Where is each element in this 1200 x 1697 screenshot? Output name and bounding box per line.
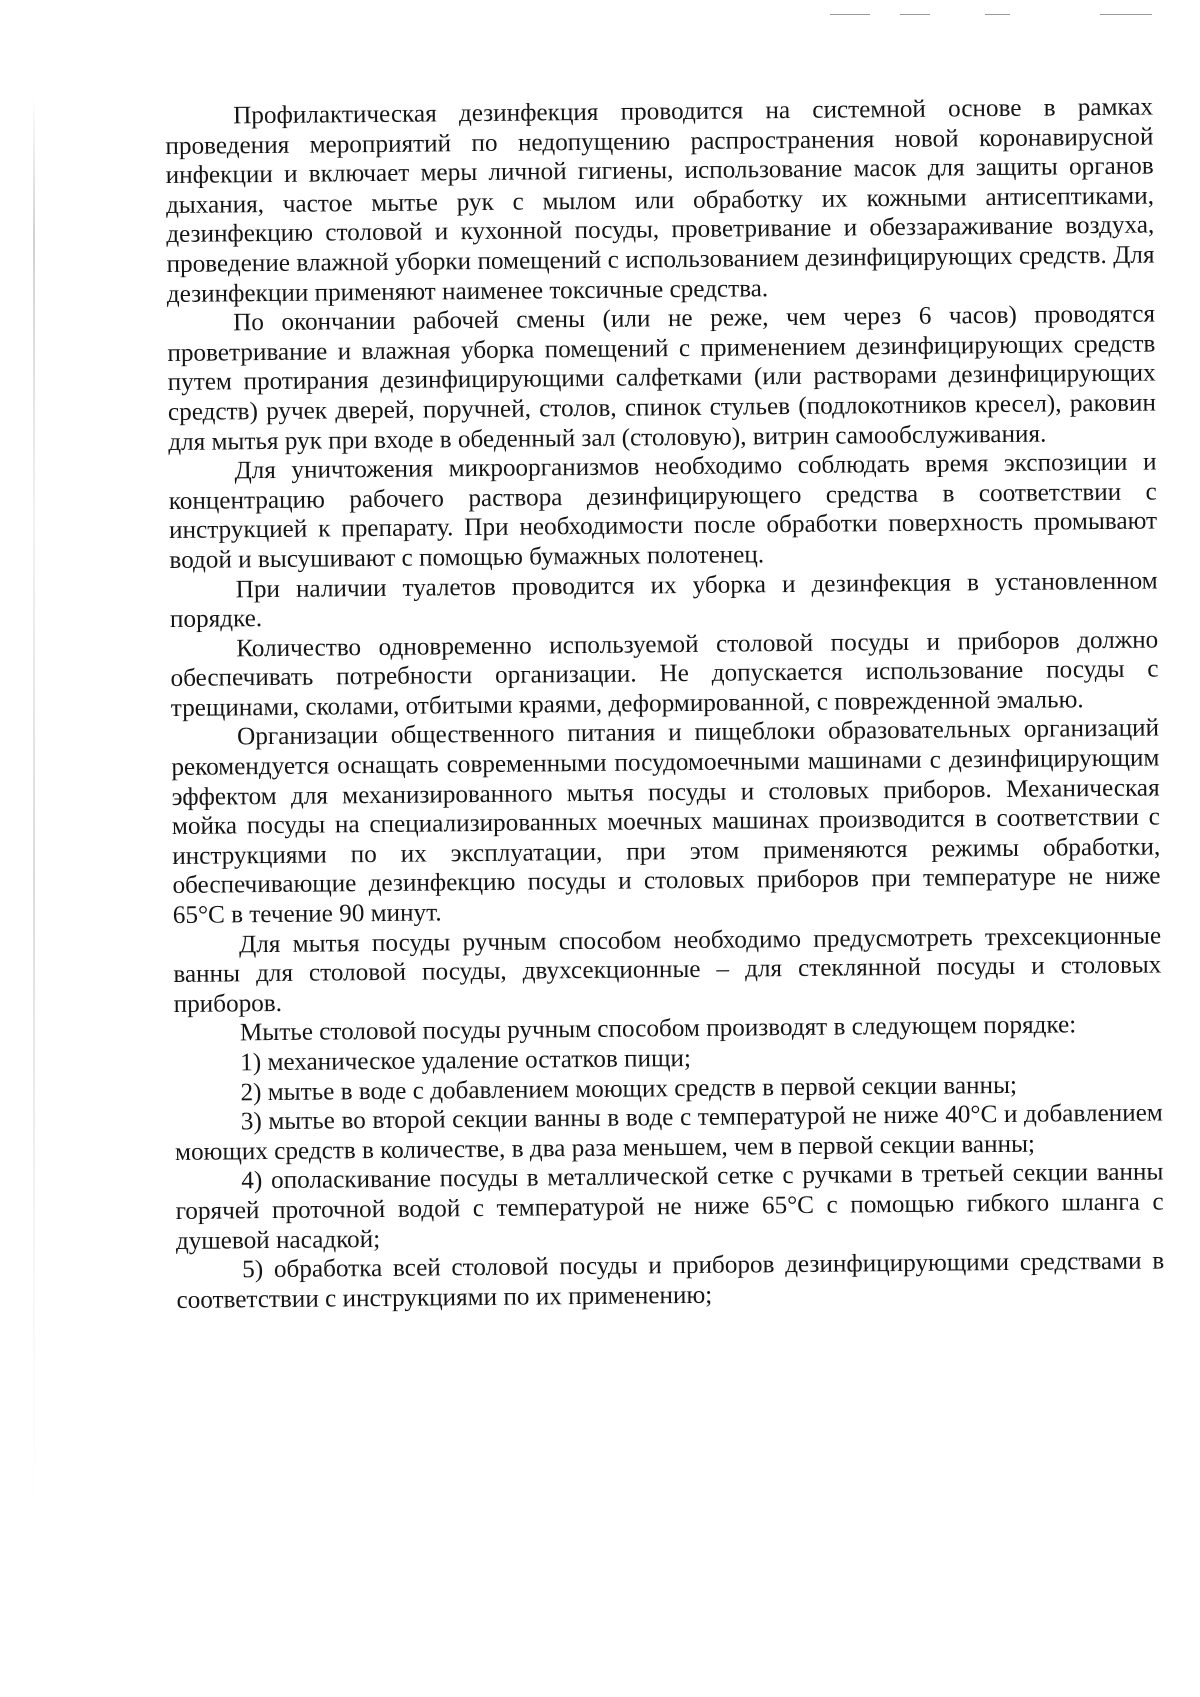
list-item: 3) мытье во второй секции ванны в воде с температурой не ниже 40°С и добавлением моющих средств в количестве, в два раза меньшем, чем в первой секции ванны;: [174, 1099, 1163, 1166]
list-item: 5) обработка всей столовой посуды и приборов дезинфицирующими средствами в соответствии с инструкциями по их применению;: [176, 1247, 1165, 1314]
paragraph-end-of-shift-cleaning: По окончании рабочей смены (или не реже, чем через 6 часов) проводятся проветривание и влажная уборка помещений с применением дезинфицирующих средств путем протирания дезинфицирующими салфетками (или растворами дезинфицирующих средств) ручек дверей, поручней, столов, спинок стульев (подлокотников кресел), раковин для мытья рук при входе в обеденный зал (столовую), витрин самообслуживания.: [167, 300, 1157, 456]
list-item: 1) механическое удаление остатков пищи;: [240, 1044, 692, 1077]
paragraph-dishwashers: Организации общественного питания и пищеблоки образовательных организаций рекомендуется оснащать современными посудомоечными машинами с дезинфицирующим эффектом для механизированного мытья посуды и столовых приборов. Механическая мойка посуды на специализированных моечных машинах производится в соответствии с инструкциями по их эксплуатации, при этом применяются режимы обработки, обеспечивающие дезинфекцию посуды и столовых приборов при температуре не ниже 65°С в течение 90 минут.: [171, 714, 1161, 929]
paragraph-toilets: При наличии туалетов проводится их уборка и дезинфекция в установленном порядке.: [169, 566, 1158, 634]
paragraph-tableware-quantity: Количество одновременно используемой столовой посуды и приборов должно обеспечивать потребности организации. Не допускается использование посуды с трещинами, сколами, отбитыми краями, деформированной, с поврежденной эмалью.: [170, 626, 1159, 722]
list-item: 2) мытье в воде с добавлением моющих средств в первой секции ванны;: [240, 1071, 1018, 1106]
scan-mark: [1100, 14, 1152, 15]
scan-edge-shadow: [33, 95, 35, 1515]
list-item: 4) ополаскивание посуды в металлической сетке с ручками в третьей секции ванны горячей проточной водой с температурой не ниже 65°С с помощью гибкого шланга с душевой насадкой;: [175, 1158, 1164, 1255]
paragraph-manual-washing-order: Мытье столовой посуды ручным способом производят в следующем порядке:: [239, 1011, 1077, 1047]
paragraph-manual-washing-baths: Для мытья посуды ручным способом необходимо предусмотреть трехсекционные ванны для столовой посуды, двухсекционные – для стеклянной посуды и столовых приборов.: [173, 922, 1162, 1018]
scan-mark: [900, 14, 930, 15]
scan-mark: [830, 14, 870, 15]
document-body: [165, 93, 1165, 1316]
paragraph-prophylactic-disinfection: Профилактическая дезинфекция проводится на системной основе в рамках проведения мероприятий по недопущению распространения новой коронавирусной инфекции и включает меры личной гигиены, использование масок для защиты органов дыхания, частое мытье рук с мылом или обработку их кожными антисептиками, дезинфекцию столовой и кухонной посуды, проветривание и обеззараживание воздуха, проведение влажной уборки помещений с использованием дезинфицирующих средств. Для дезинфекции применяют наименее токсичные средства.: [165, 93, 1155, 308]
paragraph-microorganisms: Для уничтожения микроорганизмов необходимо соблюдать время экспозиции и концентрацию рабочего раствора дезинфицирующего средства в соответствии с инструкцией к препарату. При необходимости после обработки поверхность промывают водой и высушивают с помощью бумажных полотенец.: [168, 448, 1158, 574]
scan-mark: [985, 14, 1010, 15]
